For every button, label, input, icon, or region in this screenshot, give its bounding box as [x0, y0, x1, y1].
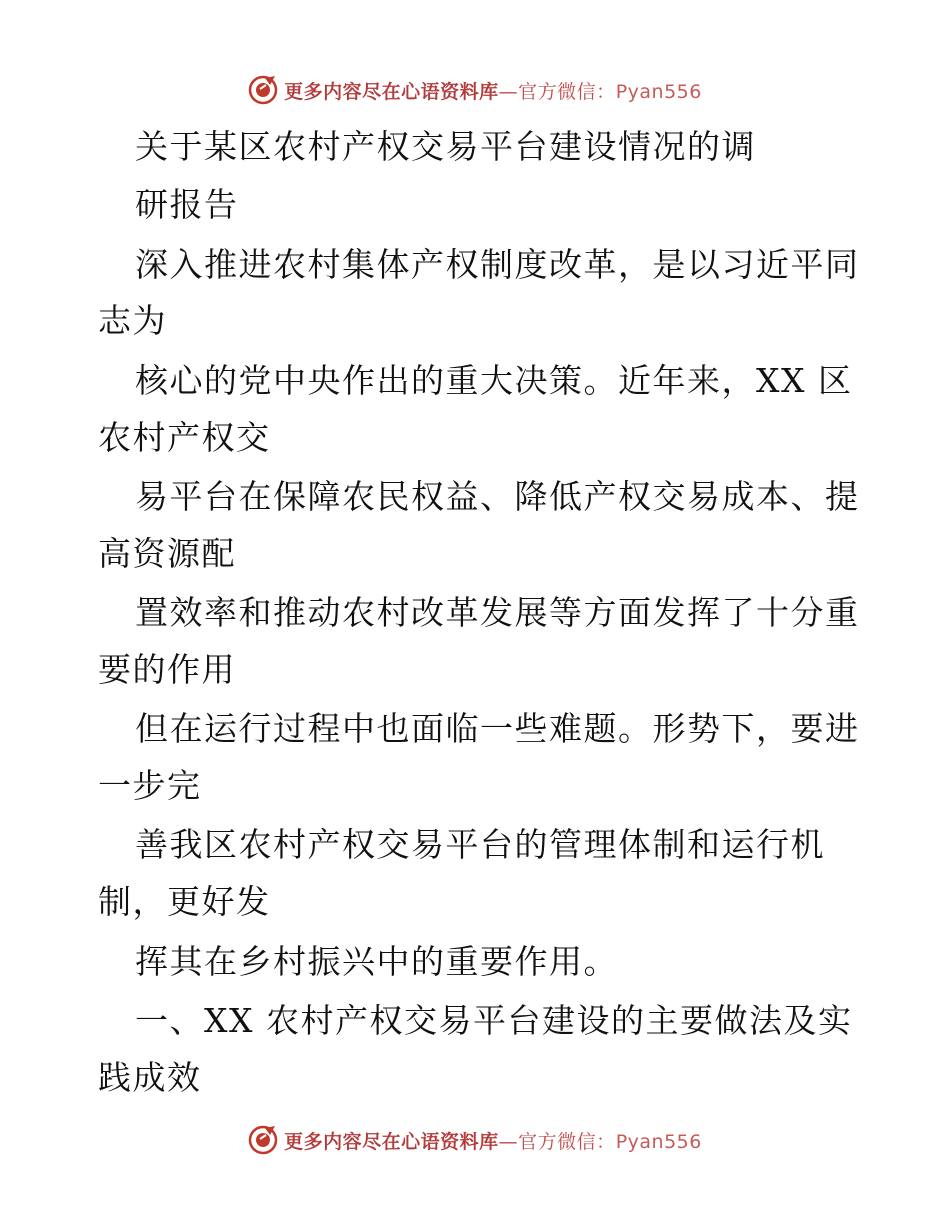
watermark-main: 更多内容尽在心语资料库	[284, 80, 499, 103]
paragraph-line: 深入推进农村集体产权制度改革，是以习近平同	[135, 245, 860, 284]
paragraph-line: 置效率和推动农村改革发展等方面发挥了十分重	[135, 593, 860, 632]
header-watermark	[0, 70, 950, 110]
title-line-1: 关于某区农村产权交易平台建设情况的调	[135, 127, 756, 166]
watermark-suffix: 官方微信：	[518, 80, 616, 103]
watermark-text	[284, 1127, 702, 1154]
watermark-main: 更多内容尽在心语资料库	[284, 1130, 499, 1153]
pen-logo-icon	[248, 1125, 278, 1155]
watermark-separator: —	[498, 1130, 519, 1153]
paragraph-line: 易平台在保障农民权益、降低产权交易成本、提	[135, 477, 860, 516]
watermark-id: Pyan556	[615, 1130, 702, 1153]
paragraph-line: 一步完	[98, 766, 202, 805]
paragraph-line: 但在运行过程中也面临一些难题。形势下，要进	[135, 709, 860, 748]
paragraph-line: 志为	[98, 301, 167, 340]
paragraph-line: 制，更好发	[98, 882, 271, 921]
pen-logo-icon	[248, 75, 278, 105]
paragraph-line: 核心的党中央作出的重大决策。近年来，XX 区	[135, 361, 853, 400]
paragraph-line: 善我区农村产权交易平台的管理体制和运行机	[135, 825, 825, 864]
footer-watermark	[0, 1120, 950, 1160]
watermark-separator: —	[498, 80, 519, 103]
paragraph-line: 农村产权交	[98, 418, 271, 457]
watermark-suffix: 官方微信：	[518, 1130, 616, 1153]
section-heading-cont: 践成效	[98, 1058, 202, 1097]
section-heading: 一、XX 农村产权交易平台建设的主要做法及实	[135, 1001, 853, 1040]
watermark-text	[284, 77, 702, 104]
title-line-2: 研报告	[135, 185, 239, 224]
paragraph-line: 挥其在乡村振兴中的重要作用。	[135, 942, 618, 981]
watermark-id: Pyan556	[615, 80, 702, 103]
paragraph-line: 要的作用	[98, 650, 236, 689]
paragraph-line: 高资源配	[98, 534, 236, 573]
